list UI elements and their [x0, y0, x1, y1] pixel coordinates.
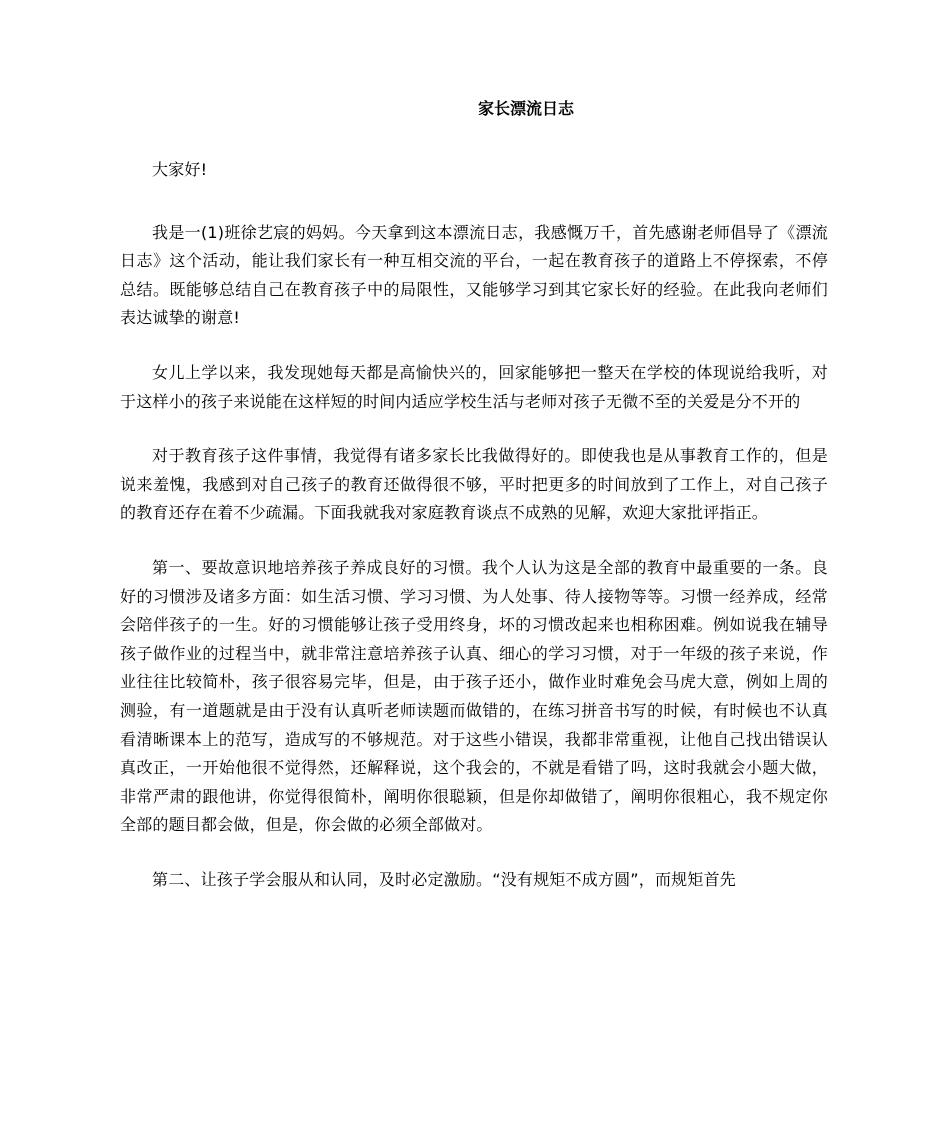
paragraph-point-one: 第一、要故意识地培养孩子养成良好的习惯。我个人认为这是全部的教育中最重要的一条。良好的习惯涉及诸多方面：如生活习惯、学习习惯、为人处事、待人接物等等。习惯一经养成，经常会陪伴孩子的一生。好的习惯能够让孩子受用终身，坏的习惯改起来也相称困难。例如说我在辅导孩子做作业的过程当中，就非常注意培养孩子认真、细心的学习习惯，对于一年级的孩子来说，作业往往比较简朴，孩子很容易完毕，但是，由于孩子还小，做作业时难免会马虎大意，例如上周的测验，有一道题就是由于没有认真听老师读题而做错的，在练习拼音书写的时候，有时候也不认真看清晰课本上的范写，造成写的不够规范。对于这些小错误，我都非常重视，让他自己找出错误认真改正，一开始他很不觉得然，还解释说，这个我会的，不就是看错了吗，这时我就会小题大做，非常严肃的跟他讲，你觉得很简朴，阐明你很聪颖，但是你却做错了，阐明你很粗心，我不规定你全部的题目都会做，但是，你会做的必须全部做对。 [120, 557, 828, 835]
document-title: 家长漂流日志 [477, 99, 574, 118]
greeting-paragraph: 大家好! [152, 160, 208, 179]
document-page [120, 96, 828, 920]
paragraph-daughter: 女儿上学以来，我发现她每天都是高愉快兴的，回家能够把一整天在学校的体现说给我听，对于这样小的孩子来说能在这样短的时间内适应学校生活与老师对孩子无微不至的关爱是分不开的 [120, 362, 828, 411]
paragraph-intro: 我是一(1)班徐艺宸的妈妈。今天拿到这本漂流日志，我感慨万千，首先感谢老师倡导了《漂流日志》这个活动，能让我们家长有一种互相交流的平台，一起在教育孩子的道路上不停探索，不停总结。既能够总结自己在教育孩子中的局限性，又能够学习到其它家长好的经验。在此我向老师们表达诚挚的谢意! [120, 222, 828, 328]
paragraph-education: 对于教育孩子这件事情，我觉得有诸多家长比我做得好的。即使我也是从事教育工作的，但是说来羞愧，我感到对自己孩子的教育还做得很不够，平时把更多的时间放到了工作上，对自己孩子的教育还存在着不少疏漏。下面我就我对家庭教育谈点不成熟的见解，欢迎大家批评指正。 [120, 446, 828, 523]
paragraph-point-two: 第二、让孩子学会服从和认同，及时必定激励。“没有规矩不成方圆”，而规矩首先 [152, 869, 736, 889]
